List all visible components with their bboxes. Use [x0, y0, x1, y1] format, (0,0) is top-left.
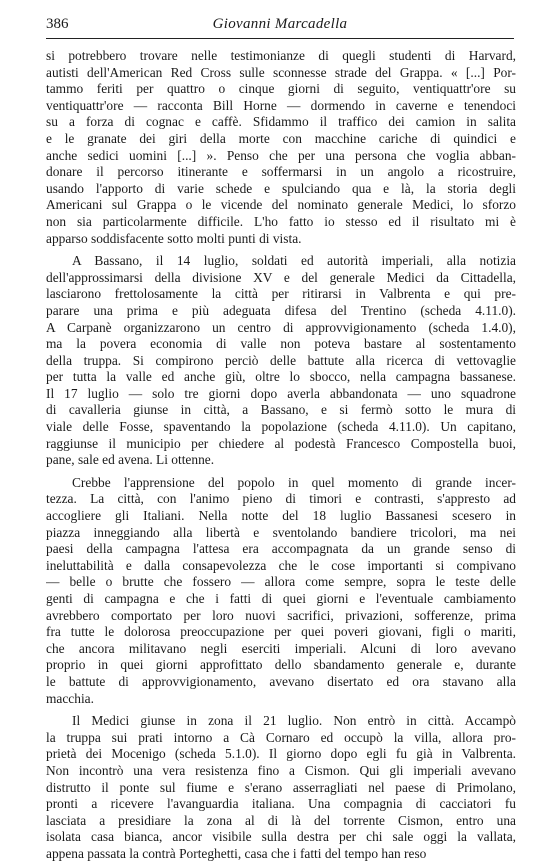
text-line: della truppa. Si compirono perciò delle battute alla ricerca di vettovaglie: [46, 352, 516, 368]
text-line: usando l'apporto di varie schede e spulciando qua e là, la storia degli: [46, 180, 516, 196]
text-line: prietà dei Mocenigo (scheda 5.1.0). Il giorno dopo egli fu già in Valbrenta.: [46, 746, 516, 762]
text-line: raggiunse il municipio per chiedere al podestà Francesco Compostella buoi,: [46, 435, 516, 451]
text-line: parare una prima e più adeguata difesa del Trentino (scheda 4.11.0).: [46, 302, 516, 318]
text-line: ineluttabilità e dalla consapevolezza che le cose importanti si compivano: [46, 557, 516, 573]
page-number: 386: [46, 16, 69, 32]
paragraph: [46, 475, 516, 707]
text-line: Americani sul Grappa o le vicende del nominato generale Medici, lo sforzo: [46, 197, 516, 213]
text-line: le battute di approvvigionamento, avevano disertato ed ora stavano alla: [46, 673, 516, 689]
text-line: Non incontrò una vera resistenza fino a Cismon. Qui gli imperiali avevano: [46, 762, 516, 778]
paragraph: [46, 713, 516, 862]
text-line: apparso soddisfacente sotto molti punti di vista.: [46, 230, 302, 246]
text-line: dell'approssimarsi della divisione XV e del generale Medici da Cittadella,: [46, 269, 516, 285]
text-line: A Carpanè organizzarono un centro di approvvigionamento (scheda 1.4.0),: [46, 319, 516, 335]
text-line: lasciata a presidiare la zona al di là del torrente Cismon, entro una: [46, 812, 516, 828]
text-line: tammo feriti per quattro o cinque giorni di seguito, ventiquattr'ore su: [46, 81, 516, 97]
text-line: la truppa sui prati intorno a Cà Cornaro ed occupò la villa, allora pro-: [46, 729, 516, 745]
text-line: fra tutte le dolorosa preoccupazione per quei poveri giovani, figli o mariti,: [46, 624, 516, 640]
text-line: — belle o brutte che fossero — allora come sempre, sopra le teste delle: [46, 574, 516, 590]
text-line: paesi della campagna l'attesa era accompagnata da un grande senso di: [46, 541, 516, 557]
text-line: Crebbe l'apprensione del popolo in quel momento di grande incer-: [72, 474, 516, 490]
text-line: e le granate dei giri della morte con macchine cariche di quindici e: [46, 130, 516, 146]
text-line: per tutta la valle ed anche giù, oltre lo sbocco, nella campagna bassanese.: [46, 369, 516, 385]
text-line: piazza inneggiando alla libertà e sventolando bandiere tricolori, ma nei: [46, 524, 516, 540]
text-line: ventiquattr'ore — racconta Bill Horne — dormendo in caverne e tenendoci: [46, 97, 516, 113]
text-line: Il Medici giunse in zona il 21 luglio. Non entrò in città. Accampò: [72, 713, 516, 729]
text-line: lasciarono frettolosamente la città per ritirarsi in Valbrenta e qui pre-: [46, 286, 516, 302]
text-line: pronti a ricevere l'avanguardia italiana. Una compagnia di cacciatori fu: [46, 796, 516, 812]
text-line: Il 17 luglio — solo tre giorni dopo averla abbandonata — uno squadrone: [46, 385, 516, 401]
text-line: pane, sale ed avena. Li ottenne.: [46, 452, 215, 468]
text-line: A Bassano, il 14 luglio, soldati ed autorità imperiali, alla notizia: [72, 253, 516, 269]
running-head: Giovanni Marcadella: [212, 16, 348, 32]
text-line: genti di campagna e che i fatti di quei giorni e l'eventuale cambiamento: [46, 591, 516, 606]
text-line: accogliere gli Italiani. Nella notte del 18 luglio Bassanesi scesero in: [46, 508, 516, 524]
text-line: tezza. La città, con l'animo pieno di timori e contrasti, s'appresto ad: [46, 491, 516, 507]
text-line: anche sedici uomini [...] ». Penso che per una persona che voglia abban-: [46, 147, 516, 163]
text-line: distrutto il ponte sul fiume e s'erano asserragliati nel paese di Primolano,: [46, 779, 516, 795]
paragraph: [46, 48, 516, 247]
text-line: proprio in quei giorni approfittato dello sbandamento generale e, durante: [46, 657, 516, 673]
text-line: si potrebbero trovare nelle testimonianze di quegli studenti di Harvard,: [46, 48, 516, 63]
text-line: su a forza di cognac e caffè. Sfidammo il traffico dei camion in salita: [46, 114, 516, 130]
page-header: [46, 14, 514, 39]
text-line: ma la povera economia di valle non poteva bastare al sostentamento: [46, 336, 516, 352]
text-line: viale delle Fosse, spaventando la popolazione (scheda 4.11.0). Un capitano,: [46, 419, 516, 435]
text-line: che ancora militavano negli eserciti imperiali. Alcuni di loro avevano: [46, 640, 516, 656]
paragraph: [46, 253, 516, 469]
body-text: [46, 48, 516, 863]
text-line: di cavalleria giunse in città, a Bassano, e si fermò sotto le mura di: [46, 402, 516, 418]
text-line: isolata casa bianca, ancor visibile sulla destra per chi sale oggi la vallata,: [46, 829, 516, 845]
text-line: autisti dell'American Red Cross sulle sconnesse strade del Grappa. « [...] Por-: [46, 64, 516, 80]
text-line: avrebbero comportato per loro nuovi sacrifici, privazioni, sofferenze, prima: [46, 607, 516, 623]
text-line: appena passata la contrà Porteghetti, casa che i fatti del tempo han reso: [46, 845, 427, 861]
text-line: donare il percorso itinerante e soffermarsi in un angolo a ricostruire,: [46, 164, 516, 180]
text-line: macchia.: [46, 690, 94, 706]
text-line: non sia particolarmente difficile. L'ho fatto io stesso ed il risultato mi è: [46, 213, 516, 229]
